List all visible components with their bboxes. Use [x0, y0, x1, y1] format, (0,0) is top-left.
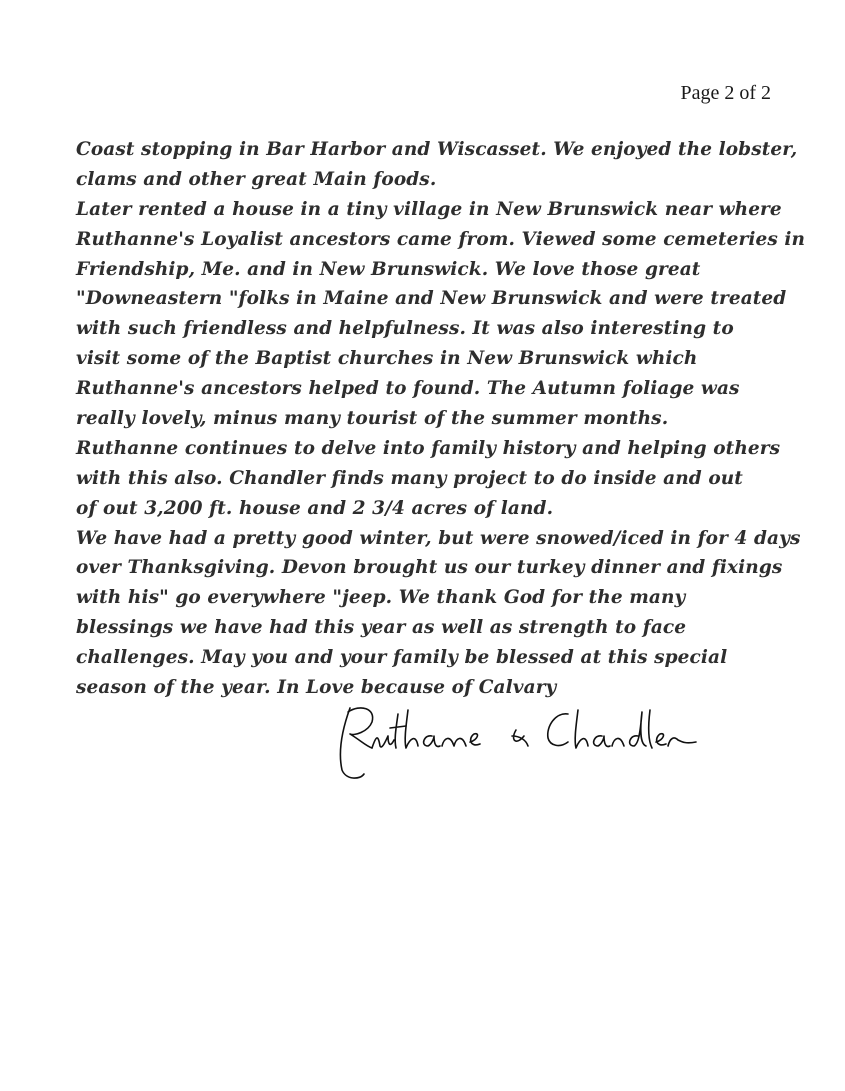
letter-line: visit some of the Baptist churches in New Brunswick which: [76, 348, 698, 370]
letter-line: Ruthanne continues to delve into family history and helping others: [76, 437, 781, 459]
letter-line: We have had a pretty good winter, but were snowed/iced in for 4 days: [76, 527, 801, 549]
letter-line: Coast stopping in Bar Harbor and Wiscasset. We enjoyed the lobster,: [76, 139, 798, 160]
letter-line: challenges. May you and your family be blessed at this special: [76, 647, 728, 669]
letter-line: with this also. Chandler finds many project to do inside and out: [76, 467, 743, 489]
letter-line: clams and other great Main foods.: [76, 168, 437, 190]
letter-line: with such friendless and helpfulness. It was also interesting to: [76, 318, 734, 340]
letter-line: Ruthanne's Loyalist ancestors came from. Viewed some cemeteries in: [76, 228, 806, 250]
letter-line: blessings we have had this year as well as strength to face: [76, 617, 687, 639]
letter-line: season of the year. In Love because of Calvary: [76, 677, 557, 699]
handwritten-signature: [320, 700, 720, 785]
letter-line: "Downeastern "folks in Maine and New Brunswick and were treated: [76, 288, 787, 310]
signature-drawing: [320, 700, 720, 785]
letter-line: really lovely, minus many tourist of the summer months.: [76, 408, 669, 430]
page-number: Page 2 of 2: [680, 82, 771, 104]
letter-line: of out 3,200 ft. house and 2 3/4 acres of land.: [76, 497, 554, 519]
letter-line: Friendship, Me. and in New Brunswick. We love those great: [76, 258, 701, 280]
letter-line: with his" go everywhere "jeep. We thank God for the many: [76, 587, 686, 609]
letter-line: Later rented a house in a tiny village in New Brunswick near where: [76, 198, 782, 220]
letter-line: Ruthanne's ancestors helped to found. The Autumn foliage was: [76, 378, 740, 400]
letter-body: [76, 135, 806, 703]
letter-line: over Thanksgiving. Devon brought us our turkey dinner and fixings: [76, 557, 783, 579]
